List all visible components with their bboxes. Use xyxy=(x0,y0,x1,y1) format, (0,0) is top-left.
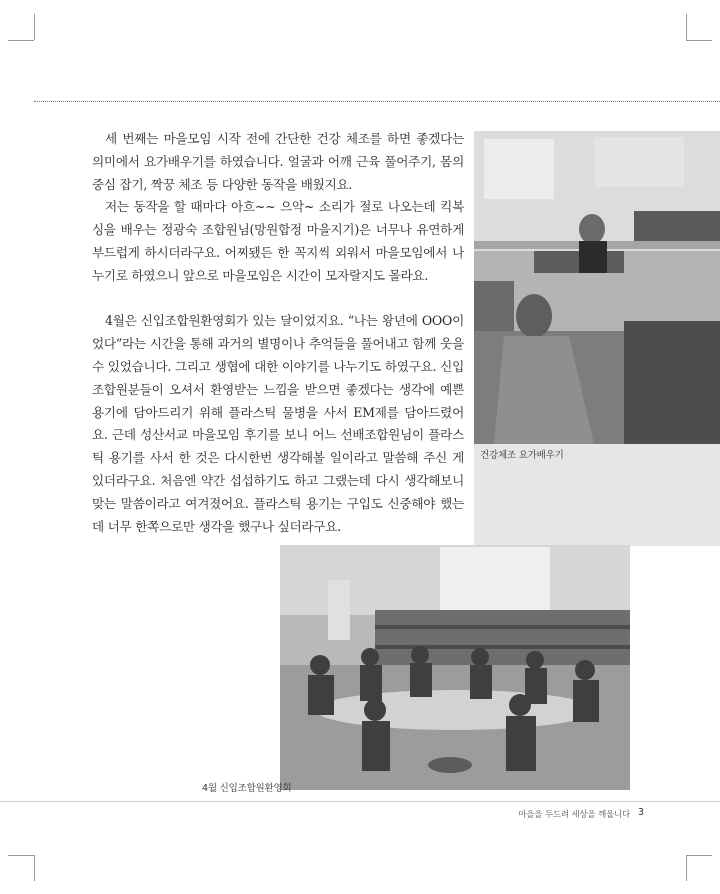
paragraph: 세 번째는 마을모임 시작 전에 간단한 건강 체조를 하면 좋겠다는 의미에서 요가배우기를 하였습니다. 얼굴과 어깨 근육 풀어주기, 몸의 중심 잡기, 짝꿍 체조 등 다양한 동작을 배웠지요. xyxy=(92,131,464,192)
crop-mark xyxy=(8,855,34,856)
crop-mark xyxy=(686,855,687,881)
yoga-photo-image xyxy=(474,131,720,444)
crop-mark xyxy=(686,40,712,41)
header-dotted-rule xyxy=(34,101,720,102)
footer-rule xyxy=(0,801,720,802)
crop-mark xyxy=(686,14,687,40)
footer-slogan: 마을을 두드려 세상을 깨웁니다 xyxy=(518,810,630,820)
crop-mark xyxy=(686,855,712,856)
crop-mark xyxy=(34,855,35,881)
paragraph: 4월은 신입조합원환영회가 있는 달이었지요. “나는 왕년에 OOO이었다”라는 시간을 통해 과거의 별명이나 추억들을 풀어내고 함께 웃을 수 있었습니다. 그리고 생협에 대한 이야기를 나누기도 하였구요. 신입조합원분들이 오셔서 환영받는 느낌을 받으면 좋겠다는 생각에 예쁜 용기에 담아드리기 위해 플라스틱 물병을 사서 EM제를 담아드렸어요. 근데 성산서교 마을모임 후기를 보니 어느 선배조합원님이 플라스틱 용기를 사서 한 것은 다시한번 생각해볼 일이라고 말씀해 주신 게 있더라구요. 처음엔 약간 섭섭하기도 하고 그랬는데 다시 생각해보니 맞는 말씀이라고 여겨졌어요. 플라스틱 용기는 구입도 신중해야 했는데 너무 한쪽으로만 생각을 했구나 싶더라구요. xyxy=(92,313,464,534)
yoga-photo-caption: 건강체조 요가배우기 xyxy=(480,450,564,461)
page-number: 3 xyxy=(638,807,645,818)
paragraph: 저는 동작을 할 때마다 아흐~~ 으악~ 소리가 절로 나오는데 킥복싱을 배우는 정광숙 조합원님(망원합정 마을지기)은 너무나 유연하게 부드럽게 하시더라구요. 어찌됐든 한 꼭지씩 외워서 마을모임에서 나누기로 하였으니 앞으로 마을모임은 시간이 모자랄지도 몰라요. xyxy=(92,199,464,283)
meeting-photo-image xyxy=(280,545,630,790)
article-body xyxy=(92,128,464,538)
yoga-photo xyxy=(474,131,720,444)
meeting-photo xyxy=(280,545,630,790)
crop-mark xyxy=(8,40,34,41)
crop-mark xyxy=(34,14,35,40)
meeting-photo-caption: 4월 신입조합원환영회 xyxy=(202,783,292,794)
